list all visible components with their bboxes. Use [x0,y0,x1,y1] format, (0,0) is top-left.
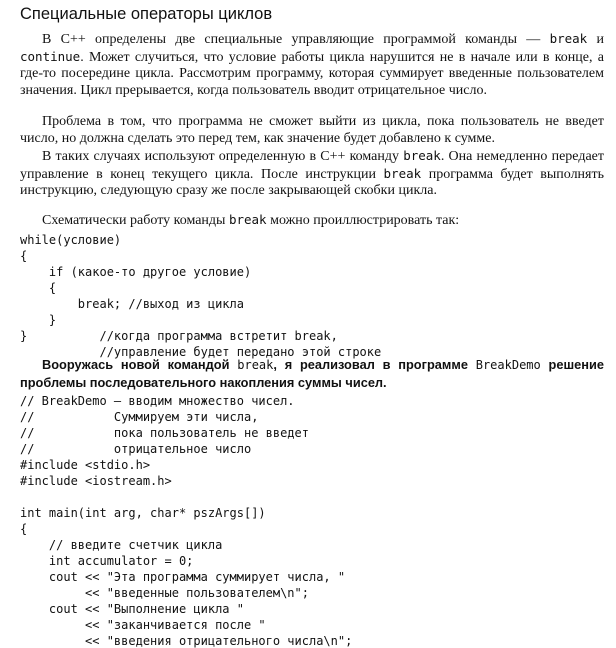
code-line: // отрицательное число [20,442,252,456]
code-line: // BreakDemo – вводим множество чисел. [20,394,295,408]
code-line: << "введения отрицательного числа\n"; [20,634,353,648]
keyword-break: break [228,212,267,227]
code-line: << "введенные пользователем\n"; [20,586,309,600]
code-line: #include <iostream.h> [20,474,172,488]
program-name: BreakDemo [475,358,541,372]
paragraph-breakdemo-intro [20,356,604,391]
paragraph-text: программа будет выполнять инструкцию, следующую сразу же после закрывающей скобки цикла. [20,166,604,199]
code-line: { [20,249,28,263]
code-line: } [20,313,57,327]
paragraph-text: , я реализовал в программе [273,357,476,372]
paragraph-text: В таких случаях используют определенную в С++ команду [42,149,404,164]
code-line: // введите счетчик цикла [20,538,223,552]
paragraph-break-usage [20,148,604,200]
keyword-break: break [237,358,274,372]
code-line: #include <stdio.h> [20,458,151,472]
code-line: } //когда программа встретит break, [20,329,338,343]
code-line: // Суммируем эти числа, [20,410,259,424]
code-line: cout << "Выполнение цикла " [20,602,244,616]
paragraph-text: Схематически работу команды [42,213,229,228]
program-code-block [20,394,353,648]
paragraph-text: решение проблемы последовательного накопления суммы чисел. [20,357,604,390]
paragraph-text: . Она немедленно передает управление в конец текущего цикла. После инструкции [20,149,605,182]
code-line: { [20,281,57,295]
code-line: break; //выход из цикла [20,297,244,311]
code-line: //управление будет передано этой строке [20,345,382,359]
paragraph-text: и [587,32,604,47]
paragraph-text: В С++ определены две специальные управляющие программой команды — [42,32,550,47]
paragraph-schema-intro [20,212,604,230]
code-line: { [20,522,28,536]
code-line: while(условие) [20,233,122,247]
code-line: << "заканчивается после " [20,618,266,632]
paragraph-intro [20,31,604,99]
keyword-break: break [383,165,422,181]
section-heading: Специальные операторы циклов [20,5,273,23]
keyword-break: break [549,31,588,46]
paragraph-text: можно проиллюстрировать так: [266,213,460,228]
paragraph-problem: Проблема в том, что программа не сможет выйти из цикла, пока пользователь не введет число, но должна сделать это перед тем, как значение будет добавлено к сумме. [20,114,604,146]
paragraph-text: Вооружась новой командой [42,357,238,372]
keyword-continue: continue [20,48,81,64]
keyword-break: break [403,148,441,163]
code-line: int main(int arg, char* pszArgs[]) [20,506,266,520]
code-line: int accumulator = 0; [20,554,194,568]
code-line: // пока пользователь не введет [20,426,309,440]
code-line: if (какое-то другое условие) [20,265,252,279]
paragraph-text: . Может случиться, что условие работы цикла нарушится не в начале или в конце, а где-то посередине цикла. Рассмотрим программу, которая суммирует введенные пользователем значения. Цикл прерывается, когда пользователь вводит отрицательное число. [20,49,604,98]
code-line: cout << "Эта программа суммирует числа, " [20,570,346,584]
